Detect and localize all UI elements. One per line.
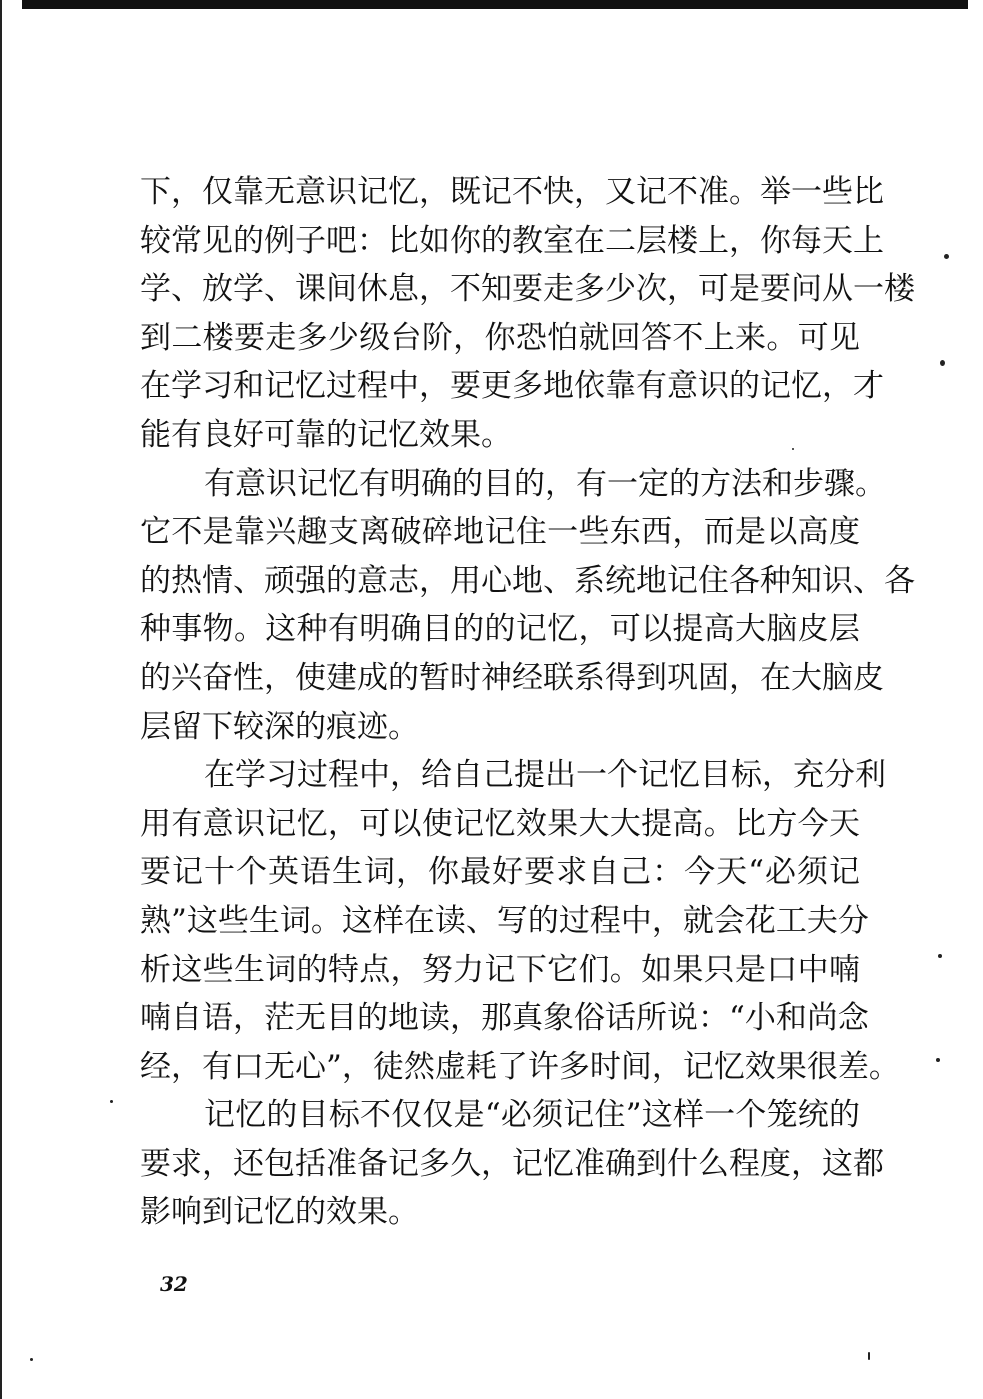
text-line: 到二楼要走多少级台阶，你恐怕就回答不上来。可见 (140, 319, 860, 356)
text-line: 较常见的例子吧：比如你的教室在二层楼上，你每天上 (140, 222, 884, 259)
scan-speck (936, 1058, 940, 1062)
scan-speck (110, 1100, 113, 1103)
scan-speck (944, 254, 949, 259)
text-line: 用有意识记忆，可以使记忆效果大大提高。比方今天 (140, 805, 860, 842)
text-line: 经，有口无心”，徒然虚耗了许多时间，记忆效果很差。 (140, 1048, 900, 1085)
text-line: 的兴奋性，使建成的暂时神经联系得到巩固，在大脑皮 (140, 659, 884, 696)
body-text (140, 168, 915, 1237)
text-line: 下，仅靠无意识记忆，既记不快，又记不准。举一些比 (140, 174, 884, 210)
text-line: 它不是靠兴趣支离破碎地记住一些东西，而是以高度 (140, 514, 860, 551)
text-line: 析这些生词的特点，努力记下它们。如果只是口中喃 (140, 951, 860, 988)
text-line: 层留下较深的痕迹。 (140, 708, 419, 745)
text-line: 记忆的目标不仅仅是“必须记住”这样一个笼统的 (204, 1097, 860, 1134)
text-line: 要求，还包括准备记多久，记忆准确到什么程度，这都 (140, 1145, 884, 1182)
paragraph-1 (140, 168, 915, 460)
text-line: 有意识记忆有明确的目的，有一定的方法和步骤。 (204, 465, 886, 502)
scan-speck (792, 448, 794, 450)
text-line: 在学习过程中，给自己提出一个记忆目标，充分利 (204, 757, 886, 794)
paragraph-4 (140, 1091, 884, 1237)
text-line: 学、放学、课间休息，不知要走多少次，可是要问从一楼 (140, 271, 915, 308)
scan-speck (30, 1358, 33, 1361)
text-line: 要记十个英语生词，你最好要求自己：今天“必须记 (140, 854, 860, 891)
paragraph-3 (140, 751, 900, 1091)
text-line: 在学习和记忆过程中，要更多地依靠有意识的记忆，才 (140, 368, 884, 405)
scan-speck (868, 1352, 870, 1360)
text-line: 熟”这些生词。这样在读、写的过程中，就会花工夫分 (140, 902, 869, 939)
paragraph-2 (140, 460, 915, 752)
scan-speck (938, 954, 942, 958)
text-line: 种事物。这种有明确目的的记忆，可以提高大脑皮层 (140, 611, 860, 648)
text-line: 影响到记忆的效果。 (140, 1194, 419, 1231)
scan-speck (940, 360, 945, 366)
text-line: 能有良好可靠的记忆效果。 (140, 416, 512, 453)
page-number: 32 (160, 1272, 188, 1296)
text-line: 喃自语，茫无目的地读，那真象俗话所说：“小和尚念 (140, 1000, 869, 1037)
page-left-edge (0, 0, 2, 1399)
text-line: 的热情、顽强的意志，用心地、系统地记住各种知识、各 (140, 562, 915, 599)
top-rule (22, 0, 968, 9)
